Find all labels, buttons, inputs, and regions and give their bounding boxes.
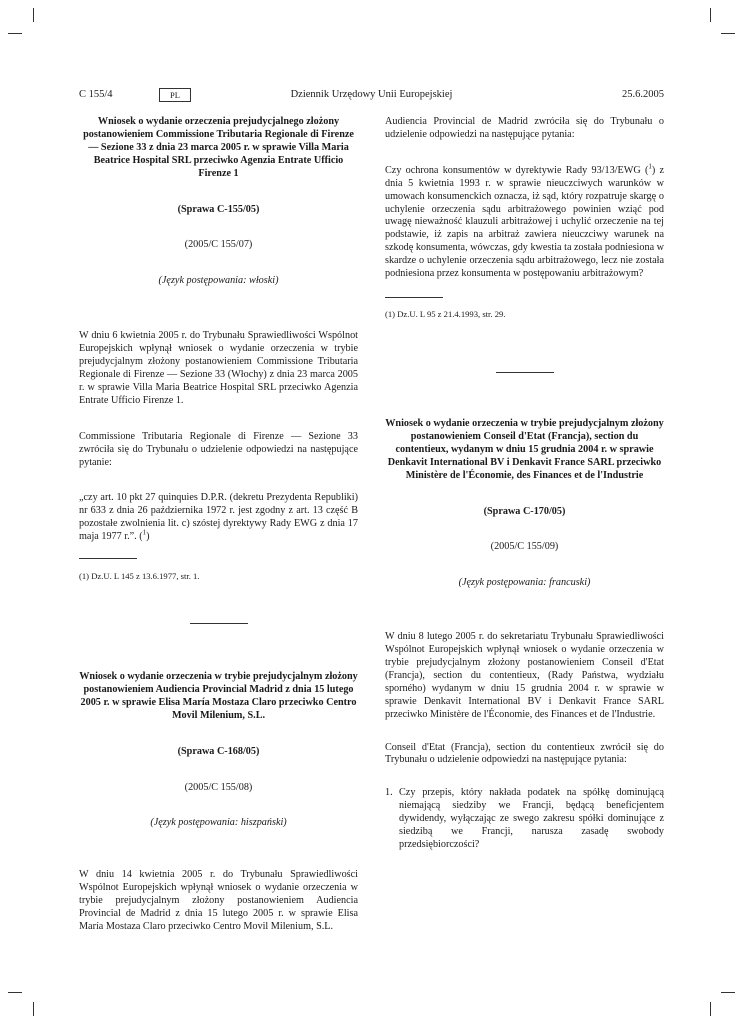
paragraph: Conseil d'Etat (Francja), section du contentieux zwrócił się do Trybunału o udzielenie odpowiedzi na następujące pytania: <box>385 741 664 766</box>
language-of-case: (Język postępowania: francuski) <box>458 577 591 589</box>
crop-mark-top-right-v <box>710 8 711 22</box>
issue-date: 25.6.2005 <box>622 89 664 100</box>
paragraph: W dniu 14 kwietnia 2005 r. do Trybunału Sprawiedliwości Wspólnot Europejskich wpłynął wniosek o wydanie orzeczenia w trybie prejudycjalnym złożony postanowieniem Audiencia Provincial de Madrid z dnia 15 lutego 2005 r. w sprawie Elisa María Mostaza Claro przeciwko Centro Movil Milenium, S.L. <box>79 869 358 932</box>
footnote <box>385 309 664 320</box>
question-text: Czy ochrona konsumentów w dyrektywie Rady 93/13/EWG ( <box>385 164 649 176</box>
footnote <box>79 571 358 582</box>
crop-mark-bottom-left-v <box>33 1002 34 1016</box>
journal-title: Dziennik Urzędowy Unii Europejskiej <box>290 89 453 100</box>
paragraph: W dniu 8 lutego 2005 r. do sekretariatu Trybunału Sprawiedliwości Wspólnot Europejskich wpłynął wniosek o wydanie orzeczenia w trybie prejudycjalnym złożony postanowieniem Conseil d'Etat (Francja), section du contentieux, (Rady Państwa, wydziału sporného) wydanym w dniu 15 grudnia 2004 r. w sprawie w sprawie Denkavit International BV i Denkavit France SARL przeciwko Ministère de l'Économie, des Finances et de l'Industrie. <box>385 631 664 720</box>
footnote-text: Dz.U. L 95 z 21.4.1993, str. 29. <box>397 308 506 319</box>
issue-number: C 155/4 <box>79 89 113 100</box>
oj-reference: (2005/C 155/08) <box>184 781 253 793</box>
footnote-reference: 1 <box>648 162 652 171</box>
crop-mark-bottom-right-h <box>721 992 735 993</box>
paragraph: Audiencia Provincial de Madrid zwróciła się do Trybunału o udzielenie odpowiedzi na następujące pytania: <box>385 116 664 140</box>
crop-mark-top-right-h <box>721 33 735 34</box>
page-header <box>79 88 664 102</box>
question-paragraph <box>385 162 664 281</box>
notice-title: Wniosek o wydanie orzeczenia w trybie prejudycjalnym złożony postanowieniem Conseil d'Etat (Francja), section du contentieux, wydanym w dniu 15 grudnia 2004 r. w sprawie Denkavit International BV i Denkavit France SARL przeciwko Ministère de l'Économie, des Finances et de l'Industrie <box>385 417 664 481</box>
left-column <box>79 116 358 934</box>
question-text-end: ) <box>146 531 150 543</box>
oj-reference: (2005/C 155/07) <box>184 239 253 251</box>
question-text: Czy przepis, który nakłada podatek na spółkę dominującą niemającą siedziby we Francji, będącą beneficjentem dywidendy, wyłączając ze swego zakresu spółki dominujące z siedzibą we Francji, narusza zasadę swobody przedsiębiorczości? <box>399 787 664 850</box>
language-of-case: (Język postępowania: hiszpański) <box>150 817 287 829</box>
crop-mark-bottom-right-v <box>710 1002 711 1016</box>
case-number: (Sprawa C-168/05) <box>177 745 260 757</box>
case-number: (Sprawa C-155/05) <box>177 203 260 215</box>
footnote-reference: 1 <box>142 528 147 537</box>
notice-title: Wniosek o wydanie orzeczenia prejudycjalnego złożony postanowieniem Commissione Tributaria Regionale di Firenze — Sezione 33 z dnia 23 marca 2005 r. w sprawie Villa Maria Beatrice Hospital SRL przeciwko Agenzia Entrate Ufficio Firenze 1 <box>83 116 354 179</box>
question-text: „czy art. 10 pkt 27 quinquies D.P.R. (dekretu Prezydenta Republiki) nr 633 z dnia 26 października 1972 r. jest zgodny z art. 13 część B pozostałe zwolnienia lit. c) szóstej dyrektywy Rady EWG z dnia 17 maja 1977 r.”. ( <box>79 492 358 543</box>
language-code-box: PL <box>159 88 191 102</box>
question-number: 1. <box>385 787 393 799</box>
question-list-item <box>385 787 664 852</box>
question-paragraph <box>79 492 358 544</box>
case-number: (Sprawa C-170/05) <box>483 505 566 517</box>
language-of-case: (Język postępowania: włoski) <box>158 275 279 287</box>
paragraph: Commissione Tributaria Regionale di Firenze — Sezione 33 zwróciła się do Trybunału o udzielenie odpowiedzi na następujące pytanie: <box>79 430 358 468</box>
oj-reference: (2005/C 155/09) <box>490 541 559 553</box>
question-text-cont: ) z dnia 5 kwietnia 1993 r. w sprawie nieuczciwych warunków w umowach konsumenckich oznacza, iż sąd, który rozpatruje skargę o uchylenie orzeczenia sądu arbitrażowego powinien wziąć pod uwagę nieważność klauzuli arbitrażowej i uchylić orzeczenie na tej podstawie, iż zapis na arbitraż zawiera nieuczciwy warunek na szkodę konsumenta, wówczas, gdy kwestia ta została podniesiona w skardze o uchylenie orzeczenia sądu arbitrażowego, lecz nie została podniesiona przez konsumenta w postępowaniu arbitrażowym? <box>385 164 664 280</box>
footnote-mark: (1) <box>385 308 396 319</box>
notice-title: Wniosek o wydanie orzeczenia w trybie prejudycjalnym złożony postanowieniem Audiencia Provincial Madrid z dnia 15 lutego 2005 r. w sprawie Elisa María Mostaza Claro przeciwko Centro Movil Milenium, S.L. <box>79 671 358 721</box>
right-column <box>385 116 664 852</box>
footnote-text: Dz.U. L 145 z 13.6.1977, str. 1. <box>91 571 200 582</box>
crop-mark-top-left-h <box>8 33 22 34</box>
crop-mark-bottom-left-h <box>8 992 22 993</box>
footnote-mark: (1) <box>79 571 90 582</box>
paragraph: W dniu 6 kwietnia 2005 r. do Trybunału Sprawiedliwości Wspólnot Europejskich wpłynął wniosek o wydanie orzeczenia w trybie prejudycjalnym złożony postanowieniem Commissione Tributaria Regionale di Firenze — Sezione 33 (Włochy) z dnia 23 marca 2005 r. w sprawie Villa Maria Beatrice Hospital SRL przeciwko Agenzia Entrate Ufficio Firenze 1. <box>79 330 358 406</box>
crop-mark-top-left-v <box>33 8 34 22</box>
